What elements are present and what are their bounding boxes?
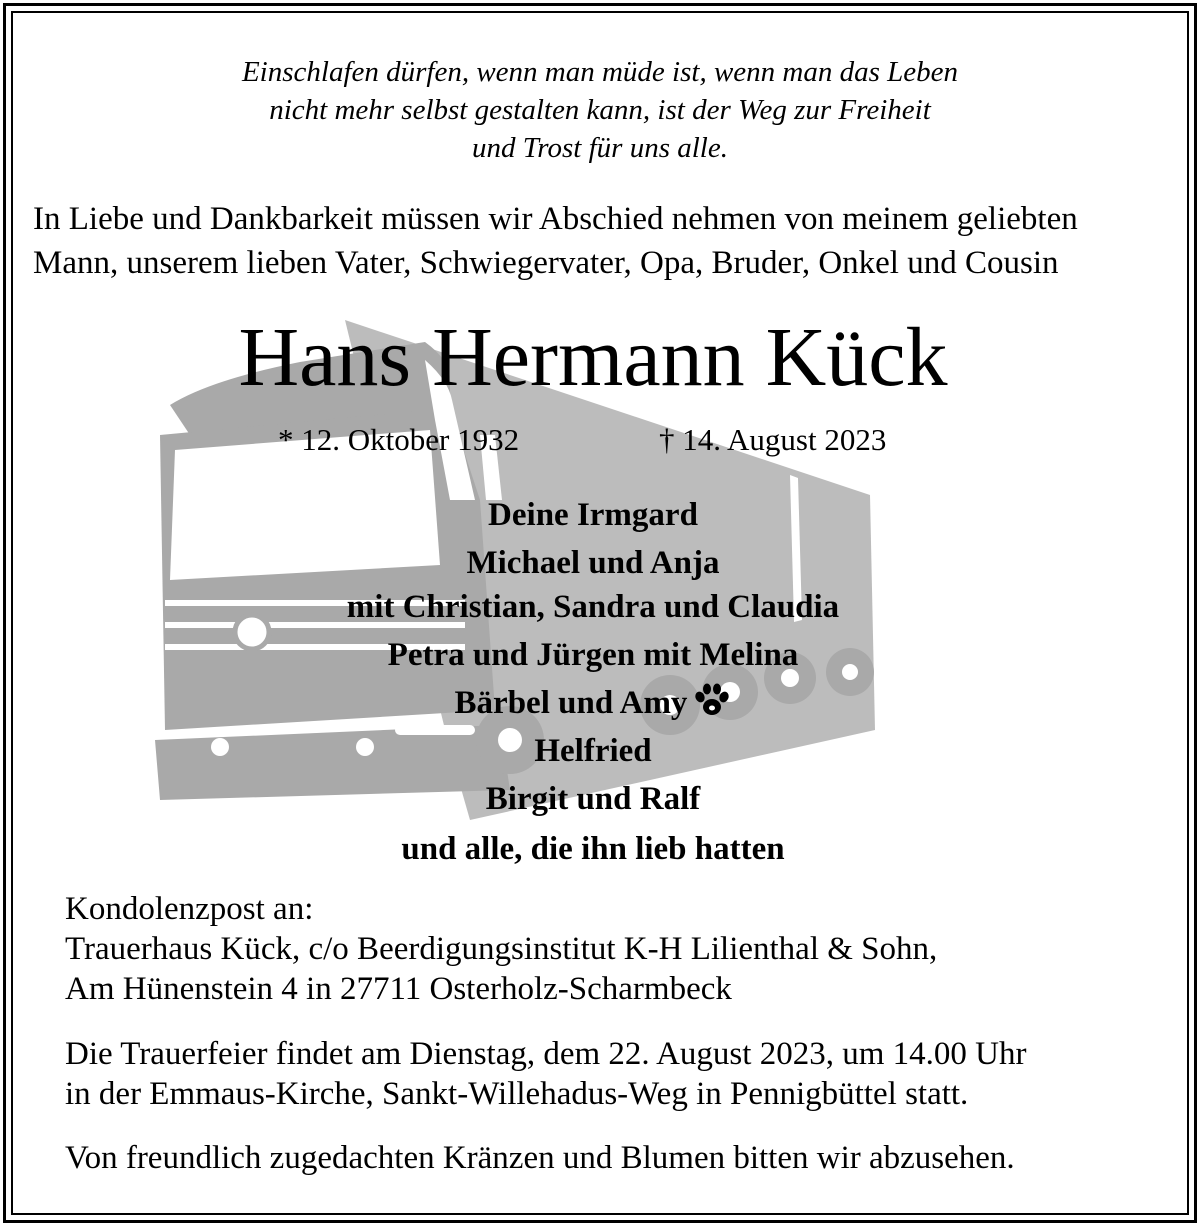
death-date: † 14. August 2023 — [659, 422, 887, 457]
flowers-request — [65, 1138, 1175, 1178]
flowers-line: Von freundlich zugedachten Kränzen und Blumen bitten wir abzusehen. — [65, 1140, 1015, 1176]
poem-line: nicht mehr selbst gestalten kann, ist der Weg zur Freiheit — [269, 94, 931, 126]
deceased-name: Hans Hermann Kück — [238, 311, 948, 404]
condolence-address — [65, 889, 1175, 1009]
mourner-line: Bärbel und Amy — [454, 685, 688, 721]
funeral-notice — [65, 1034, 1175, 1114]
poem — [0, 53, 1200, 167]
mourner-line: mit Christian, Sandra und Claudia — [346, 589, 840, 625]
mourner-line: Deine Irmgard — [488, 497, 698, 533]
mourner-line: Helfried — [534, 733, 652, 769]
poem-line: Einschlafen dürfen, wenn man müde ist, wenn man das Leben — [241, 56, 959, 88]
condolence-line: Kondolenzpost an: — [65, 891, 314, 927]
condolence-line: Trauerhaus Kück, c/o Beerdigungsinstitut K-H Lilienthal & Sohn, — [65, 931, 938, 967]
intro-line: In Liebe und Dankbarkeit müssen wir Abschied nehmen von meinem geliebten — [33, 201, 1078, 237]
mourner-line: Petra und Jürgen mit Melina — [387, 637, 799, 673]
mourner-line: Birgit und Ralf — [485, 781, 701, 817]
ceremony-line: in der Emmaus-Kirche, Sankt-Willehadus-Weg in Pennigbüttel statt. — [65, 1076, 969, 1112]
poem-line: und Trost für uns alle. — [472, 132, 728, 164]
ceremony-line: Die Trauerfeier findet am Dienstag, dem 22. August 2023, um 14.00 Uhr — [65, 1036, 1027, 1072]
condolence-line: Am Hünenstein 4 in 27711 Osterholz-Scharmbeck — [65, 971, 732, 1007]
intro-line: Mann, unserem lieben Vater, Schwiegervater, Opa, Bruder, Onkel und Cousin — [33, 245, 1059, 281]
mourner-line: und alle, die ihn lieb hatten — [401, 831, 785, 867]
mourner-line: Michael und Anja — [466, 545, 720, 581]
birth-date: * 12. Oktober 1932 — [278, 422, 520, 457]
intro-text — [33, 197, 1173, 285]
paw-icon — [693, 683, 731, 717]
mourner-line-pet — [0, 681, 1186, 725]
